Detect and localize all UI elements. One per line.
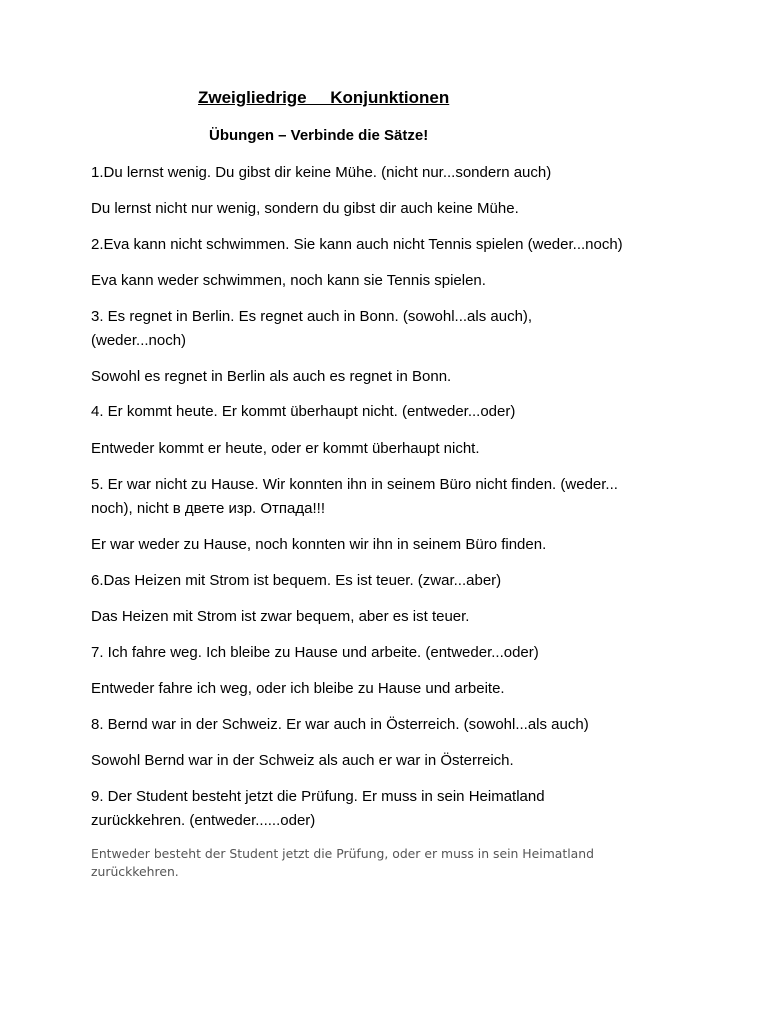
exercise-6-answer: Das Heizen mit Strom ist zwar bequem, aber es ist teuer.: [91, 608, 470, 625]
exercise-1-answer: Du lernst nicht nur wenig, sondern du gibst dir auch keine Mühe.: [91, 200, 519, 217]
exercise-8-answer: Sowohl Bernd war in der Schweiz als auch er war in Österreich.: [91, 752, 514, 769]
exercise-3-question-line-1: 3. Es regnet in Berlin. Es regnet auch in Bonn. (sowohl...als auch),: [91, 308, 533, 325]
page-subtitle: Übungen – Verbinde die Sätze!: [209, 127, 429, 144]
exercise-5-question-line-2: noch), nicht в двете изр. Отпада!!!: [91, 500, 325, 517]
exercise-4-answer: Entweder kommt er heute, oder er kommt überhaupt nicht.: [91, 440, 480, 457]
exercise-2-answer: Eva kann weder schwimmen, noch kann sie Tennis spielen.: [91, 272, 486, 289]
exercise-7-answer: Entweder fahre ich weg, oder ich bleibe zu Hause und arbeite.: [91, 680, 505, 697]
exercise-4-question: 4. Er kommt heute. Er kommt überhaupt nicht. (entweder...oder): [91, 403, 516, 420]
exercise-9-answer-line-2: zurückkehren.: [91, 864, 179, 879]
exercise-3-answer: Sowohl es regnet in Berlin als auch es regnet in Bonn.: [91, 368, 452, 385]
exercise-6-question: 6.Das Heizen mit Strom ist bequem. Es ist teuer. (zwar...aber): [91, 572, 502, 589]
exercise-3-question-line-2: (weder...noch): [91, 332, 187, 349]
exercise-9-question-line-2: zurückkehren. (entweder......oder): [91, 812, 316, 829]
exercise-5-question-line-1: 5. Er war nicht zu Hause. Wir konnten ihn in seinem Büro nicht finden. (weder...: [91, 476, 618, 493]
exercise-7-question: 7. Ich fahre weg. Ich bleibe zu Hause und arbeite. (entweder...oder): [91, 644, 539, 661]
exercise-9-answer-line-1: Entweder besteht der Student jetzt die Prüfung, oder er muss in sein Heimatland: [91, 846, 594, 861]
exercise-9-question-line-1: 9. Der Student besteht jetzt die Prüfung. Er muss in sein Heimatland: [91, 788, 545, 805]
exercise-8-question: 8. Bernd war in der Schweiz. Er war auch in Österreich. (sowohl...als auch): [91, 716, 589, 733]
page-title: Zweigliedrige Konjunktionen: [198, 88, 450, 107]
exercise-1-question: 1.Du lernst wenig. Du gibst dir keine Mühe. (nicht nur...sondern auch): [91, 164, 552, 181]
exercise-5-answer: Er war weder zu Hause, noch konnten wir ihn in seinem Büro finden.: [91, 536, 547, 553]
exercise-2-question: 2.Eva kann nicht schwimmen. Sie kann auch nicht Tennis spielen (weder...noch): [91, 236, 623, 253]
